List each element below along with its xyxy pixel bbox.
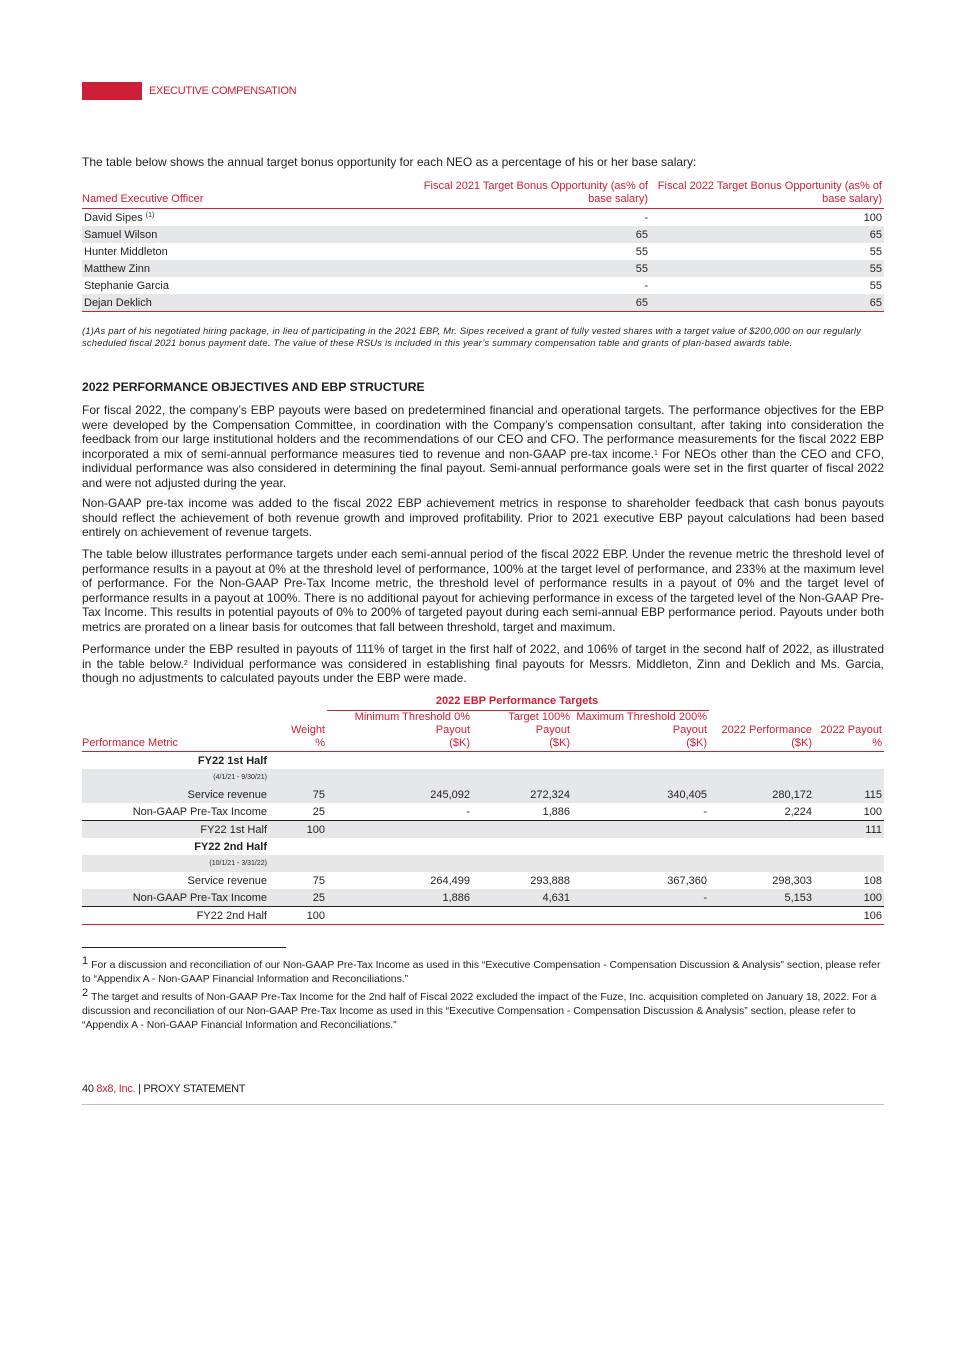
max-value: 340,405 bbox=[572, 786, 709, 803]
paragraph: For fiscal 2022, the company’s EBP payouts were based on predetermined financial and operational targets. The performance objectives for the EBP were developed by the Compensation Committee, in coordination with the Company’s compensation consultant, after taking into consideration the feedback from our large institutional holders and the recommendations of our CEO and CFO. The performance measurements for the fiscal 2022 EBP incorporated a mix of semi-annual performance measures tied to revenue and non-GAAP pre-tax income.$^1$ For NEOs other than the CEO and CFO, individual performance was also considered in determining the final payout. Semi-annual performance goals were set in the first quarter of fiscal 2022 and were not adjusted during the year. bbox=[82, 403, 884, 490]
table-row bbox=[82, 294, 884, 312]
weight-value: 25 bbox=[269, 889, 327, 907]
min-value: - bbox=[466, 805, 470, 818]
weight-value: 100 bbox=[269, 821, 327, 839]
fy22-value: 65 bbox=[869, 228, 882, 241]
paragraph: Non-GAAP pre-tax income was added to the fiscal 2022 EBP achievement metrics in response to shareholder feedback that cash bonus payouts should reflect the achievement of both revenue growth and improved profitability. Prior to 2021 executive EBP payout calculations had been based entirely on achievement of revenue targets. bbox=[82, 496, 884, 540]
footnote-text: For a discussion and reconciliation of our Non-GAAP Pre-Tax Income as used in this “Executive Compensation - Compensation Discussion & Analysis” section, please refer to “Appendix A - Non-GAAP Financial Information and Reconciliations.” bbox=[82, 960, 881, 985]
bonus-opportunity-table bbox=[82, 180, 884, 312]
target-value: 293,888 bbox=[530, 874, 570, 887]
table-row bbox=[82, 889, 884, 907]
total-label: FY22 1st Half bbox=[82, 821, 269, 839]
footnote bbox=[82, 986, 884, 1033]
payout-value: 115 bbox=[814, 786, 884, 803]
date-row bbox=[82, 769, 884, 786]
col-header-performance: 2022 Performance ($K) bbox=[721, 724, 812, 749]
intro-text: The table below shows the annual target bonus opportunity for each NEO as a percentage of his or her base salary: bbox=[82, 155, 697, 169]
performance-value: 280,172 bbox=[709, 786, 814, 803]
performance-value: 298,303 bbox=[772, 874, 812, 887]
company-name: 8x8, Inc. bbox=[96, 1083, 136, 1095]
fy22-value: 55 bbox=[869, 279, 882, 292]
footnote-ref: (1) bbox=[145, 211, 155, 219]
officer-name: Matthew Zinn bbox=[84, 262, 151, 275]
officer-name: Samuel Wilson bbox=[84, 228, 158, 241]
footnote-text: The target and results of Non-GAAP Pre-Tax Income for the 2nd half of Fiscal 2022 excluded the impact of the Fuze, Inc. acquisition completed on January 18, 2022. For a discussion and reconciliation of our Non-GAAP Pre-Tax Income as used in this “Executive Compensation - Compensation Discussion & Analysis” section, please refer to “Appendix A - Non-GAAP Financial Information and Reconciliations.” bbox=[82, 992, 877, 1031]
col-header-min: Minimum Threshold 0% Payout ($K) bbox=[354, 711, 470, 749]
performance-value: 5,153 bbox=[709, 889, 814, 907]
footnote-ref: 1 bbox=[654, 449, 658, 457]
min-value: 264,499 bbox=[430, 874, 470, 887]
table-row bbox=[82, 226, 884, 243]
payout-value: 108 bbox=[863, 874, 882, 887]
half-dates: (10/1/21 - 3/31/22) bbox=[82, 855, 269, 872]
col-header-fy22: Fiscal 2022 Target Bonus Opportunity (as% of base salary) bbox=[657, 180, 882, 205]
section-label: EXECUTIVE COMPENSATION bbox=[149, 85, 297, 97]
page-footer bbox=[82, 1083, 245, 1095]
footer-divider bbox=[82, 1104, 884, 1105]
metric-name: Non-GAAP Pre-Tax Income bbox=[132, 805, 267, 818]
table-header-row bbox=[82, 180, 884, 209]
max-value: - bbox=[572, 889, 709, 907]
half-dates: (4/1/21 - 9/30/21) bbox=[82, 769, 269, 786]
col-header-weight: Weight % bbox=[290, 724, 325, 749]
page-number: 40 bbox=[82, 1083, 94, 1095]
min-value: 245,092 bbox=[327, 786, 472, 803]
col-header-payout: 2022 Payout % bbox=[820, 724, 882, 749]
fy22-value: 65 bbox=[869, 296, 882, 309]
ebp-targets-table bbox=[82, 695, 884, 925]
table-footnote: (1)As part of his negotiated hiring package, in lieu of participating in the 2021 EBP, Mr. Sipes received a grant of fully vested shares with a target value of $200,000 on our regularly scheduled fiscal 2021 bonus payment date. The value of these RSUs is included in this year’s summary compensation table and grants of plan-based awards table. bbox=[82, 325, 862, 348]
weight-value: 25 bbox=[312, 805, 325, 818]
footnote bbox=[82, 954, 884, 987]
col-header-max: Maximum Threshold 200% Payout ($K) bbox=[576, 711, 707, 749]
payout-value: 111 bbox=[814, 821, 884, 839]
officer-name: Dejan Deklich bbox=[84, 296, 152, 309]
max-value: 367,360 bbox=[667, 874, 707, 887]
document-name: | PROXY STATEMENT bbox=[138, 1083, 246, 1095]
section-heading: 2022 PERFORMANCE OBJECTIVES AND EBP STRUCTURE bbox=[82, 380, 425, 394]
table-header-row bbox=[82, 711, 884, 752]
section-row bbox=[82, 838, 884, 855]
footnote-ref: 2 bbox=[183, 659, 188, 667]
weight-value: 75 bbox=[269, 786, 327, 803]
fy22-value: 55 bbox=[869, 245, 882, 258]
table-row bbox=[82, 243, 884, 260]
col-header-officer: Named Executive Officer bbox=[82, 193, 204, 205]
payout-value: 106 bbox=[814, 907, 884, 925]
weight-value: 100 bbox=[269, 907, 327, 925]
metric-name: Service revenue bbox=[82, 786, 269, 803]
table-row bbox=[82, 209, 884, 227]
total-label: FY22 2nd Half bbox=[82, 907, 269, 925]
section-header bbox=[82, 82, 296, 100]
total-row bbox=[82, 907, 884, 925]
officer-name: David Sipes bbox=[84, 211, 143, 224]
section-row bbox=[82, 752, 884, 770]
performance-value: 2,224 bbox=[784, 805, 812, 818]
fy21-value: - bbox=[644, 279, 648, 292]
total-row bbox=[82, 821, 884, 839]
max-value: - bbox=[703, 805, 707, 818]
table-row bbox=[82, 803, 884, 821]
header-accent-bar bbox=[82, 82, 142, 100]
metric-name: Service revenue bbox=[187, 874, 267, 887]
fy21-value: 65 bbox=[635, 296, 648, 309]
table-row bbox=[82, 260, 884, 277]
fy22-value: 100 bbox=[863, 211, 882, 224]
weight-value: 75 bbox=[312, 874, 325, 887]
fy22-value: 55 bbox=[869, 262, 882, 275]
fy21-value: 65 bbox=[635, 228, 648, 241]
table-group-header-row bbox=[82, 695, 884, 711]
fy21-value: 55 bbox=[635, 262, 648, 275]
table-row bbox=[82, 786, 884, 803]
payout-value: 100 bbox=[814, 889, 884, 907]
officer-name: Stephanie Garcia bbox=[84, 279, 169, 292]
half-title: FY22 2nd Half bbox=[194, 840, 267, 853]
group-header: 2022 EBP Performance Targets bbox=[327, 695, 709, 711]
footnote-mark: 2 bbox=[82, 986, 89, 999]
table-row bbox=[82, 277, 884, 294]
paragraph: The table below illustrates performance targets under each semi-annual period of the fiscal 2022 EBP. Under the revenue metric the threshold level of performance results in a payout at 0% at the threshold level of performance, 100% at the target level of performance, and 233% at the maximum level of performance. For the Non-GAAP Pre-Tax Income metric, the threshold level of performance results in a payout of 0% and the target level of performance results in a payout at 100%. There is no additional payout for achieving performance in excess of the targeted level of the Non-GAAP Pre-Tax Income. This results in potential payouts of 0% to 200% of targeted payout during each semi-annual EBP performance period. Payouts under both metrics are prorated on a linear basis for outcomes that fall between threshold, target and maximum. bbox=[82, 547, 885, 634]
metric-name: Non-GAAP Pre-Tax Income bbox=[82, 889, 269, 907]
target-value: 4,631 bbox=[472, 889, 572, 907]
date-row bbox=[82, 855, 884, 872]
table-row bbox=[82, 872, 884, 889]
half-title: FY22 1st Half bbox=[197, 754, 267, 767]
payout-value: 100 bbox=[863, 805, 882, 818]
officer-name: Hunter Middleton bbox=[84, 245, 168, 258]
col-header-metric: Performance Metric bbox=[82, 737, 178, 749]
footnote-mark: 1 bbox=[82, 954, 89, 967]
footnote-divider bbox=[82, 947, 286, 948]
target-value: 1,886 bbox=[542, 805, 570, 818]
fy21-value: 55 bbox=[635, 245, 648, 258]
paragraph: Performance under the EBP resulted in payouts of 111% of target in the first half of 2022, and 106% of target in the second half of 2022, as illustrated in the table below.$^2$ Individual performance was considered in establishing final payouts for Messrs. Middleton, Zinn and Deklich and Ms. Garcia, though no adjustments to calculated payouts under the EBP were made. bbox=[82, 642, 884, 686]
col-header-fy21: Fiscal 2021 Target Bonus Opportunity (as% of base salary) bbox=[423, 180, 648, 205]
fy21-value: - bbox=[644, 211, 648, 224]
min-value: 1,886 bbox=[327, 889, 472, 907]
target-value: 272,324 bbox=[472, 786, 572, 803]
col-header-target: Target 100% Payout ($K) bbox=[508, 711, 570, 749]
